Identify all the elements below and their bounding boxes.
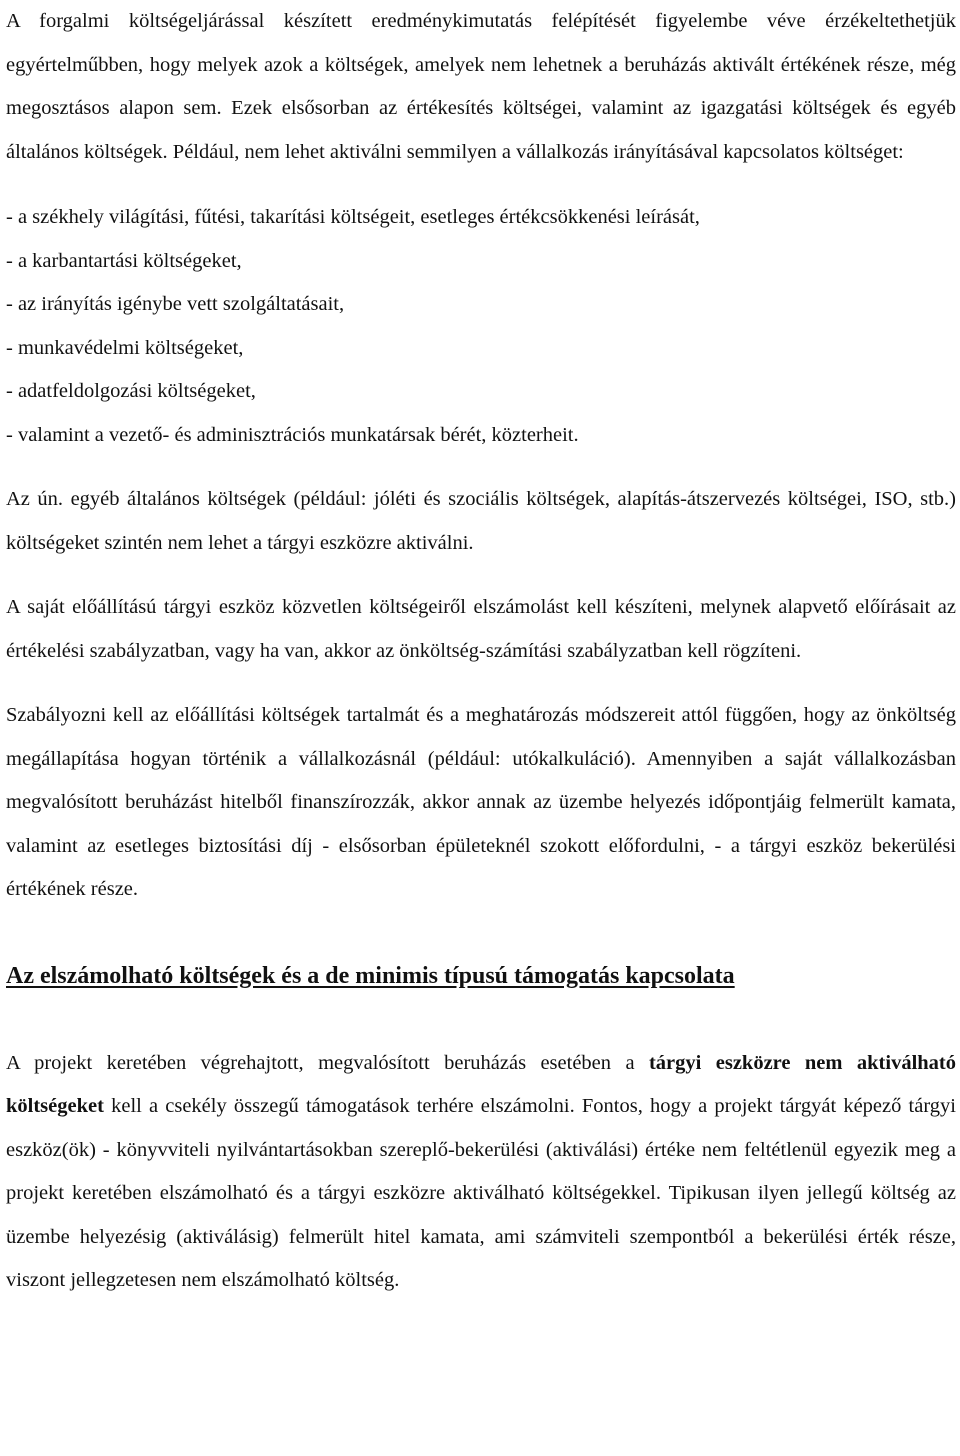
paragraph-regulation: Szabályozni kell az előállítási költségek tartalmát és a meghatározás módszereit attól függően, hogy az önköltség megállapítása hogyan történik a vállalkozásnál (például: utókalkuláció). Amennyiben a saját vállalkozásban megvalósított beruházást hitelből finanszírozzák, akkor annak az üzembe helyezés időpontjáig felmerült kamata, valamint az esetleges biztosítási díj - elsősorban épületeknél szokott előfordulni, - a tárgyi eszköz bekerülési értékének része.	[6, 704, 956, 900]
paragraph-own-production: A saját előállítású tárgyi eszköz közvetlen költségeiről elszámolást kell készíteni, melynek alapvető előírásait az értékelési szabályzatban, vagy ha van, akkor az önköltség-számítási szabályzatban kell rögzíteni.	[6, 596, 956, 662]
paragraph-cost-method: A forgalmi költségeljárással készített eredménykimutatás felépítését figyelembe véve érzékeltethetjük egyértelműbben, hogy melyek azok a költségek, amelyek nem lehetnek a beruházás aktivált értékének része, még megosztásos alapon sem. Ezek elsősorban az értékesítés költségei, valamint az igazgatási költségek és egyéb általános költségek. Például, nem lehet aktiválni semmilyen a vállalkozás irányításával kapcsolatos költséget:	[6, 10, 956, 163]
list-item: - a karbantartási költségeket,	[6, 249, 242, 272]
document-page	[6, 0, 956, 1303]
spacer	[6, 174, 956, 196]
non-capitalizable-cost-list	[6, 196, 956, 457]
spacer	[6, 912, 956, 956]
list-item: - az irányítás igénybe vett szolgáltatásait,	[6, 293, 345, 315]
list-item: - a székhely világítási, fűtési, takarítási költségeit, esetleges értékcsökkenési leírását,	[6, 206, 700, 228]
spacer	[6, 996, 956, 1042]
paragraph-bold-text: tárgyi eszközre nem aktiválható költségeket	[6, 1051, 956, 1117]
spacer	[6, 565, 956, 586]
spacer	[6, 457, 956, 478]
spacer	[6, 673, 956, 694]
paragraph-de-minimis	[6, 1042, 956, 1303]
list-item: - adatfeldolgozási költségeket,	[6, 380, 256, 402]
paragraph-general-costs: Az ún. egyéb általános költségek (például: jóléti és szociális költségek, alapítás-átszervezés költségei, ISO, stb.) költségeket szintén nem lehet a tárgyi eszközre aktiválni.	[6, 488, 956, 554]
paragraph-text-before: A projekt keretében végrehajtott, megvalósított beruházás esetében a	[6, 1051, 649, 1074]
section-heading: Az elszámolható költségek és a de minimis típusú támogatás kapcsolata	[6, 962, 735, 989]
paragraph-text-after: kell a csekély összegű támogatások terhére elszámolni. Fontos, hogy a projekt tárgyát képező tárgyi eszköz(ök) - könyvviteli nyilvántartásokban szereplő-bekerülési (aktiválási) értéke nem feltétlenül egyezik meg a projekt keretében elszámolható és a tárgyi eszközre aktiválható költségekkel. Tipikusan ilyen jellegű költség az üzembe helyezésig (aktiválásig) felmerült hitel kamata, ami számviteli szempontból a bekerülési érték része, viszont jellegzetesen nem elszámolható költség.	[6, 1095, 956, 1291]
list-item: - munkavédelmi költségeket,	[6, 336, 244, 359]
list-item: - valamint a vezető- és adminisztrációs munkatársak bérét, közterheit.	[6, 423, 579, 446]
